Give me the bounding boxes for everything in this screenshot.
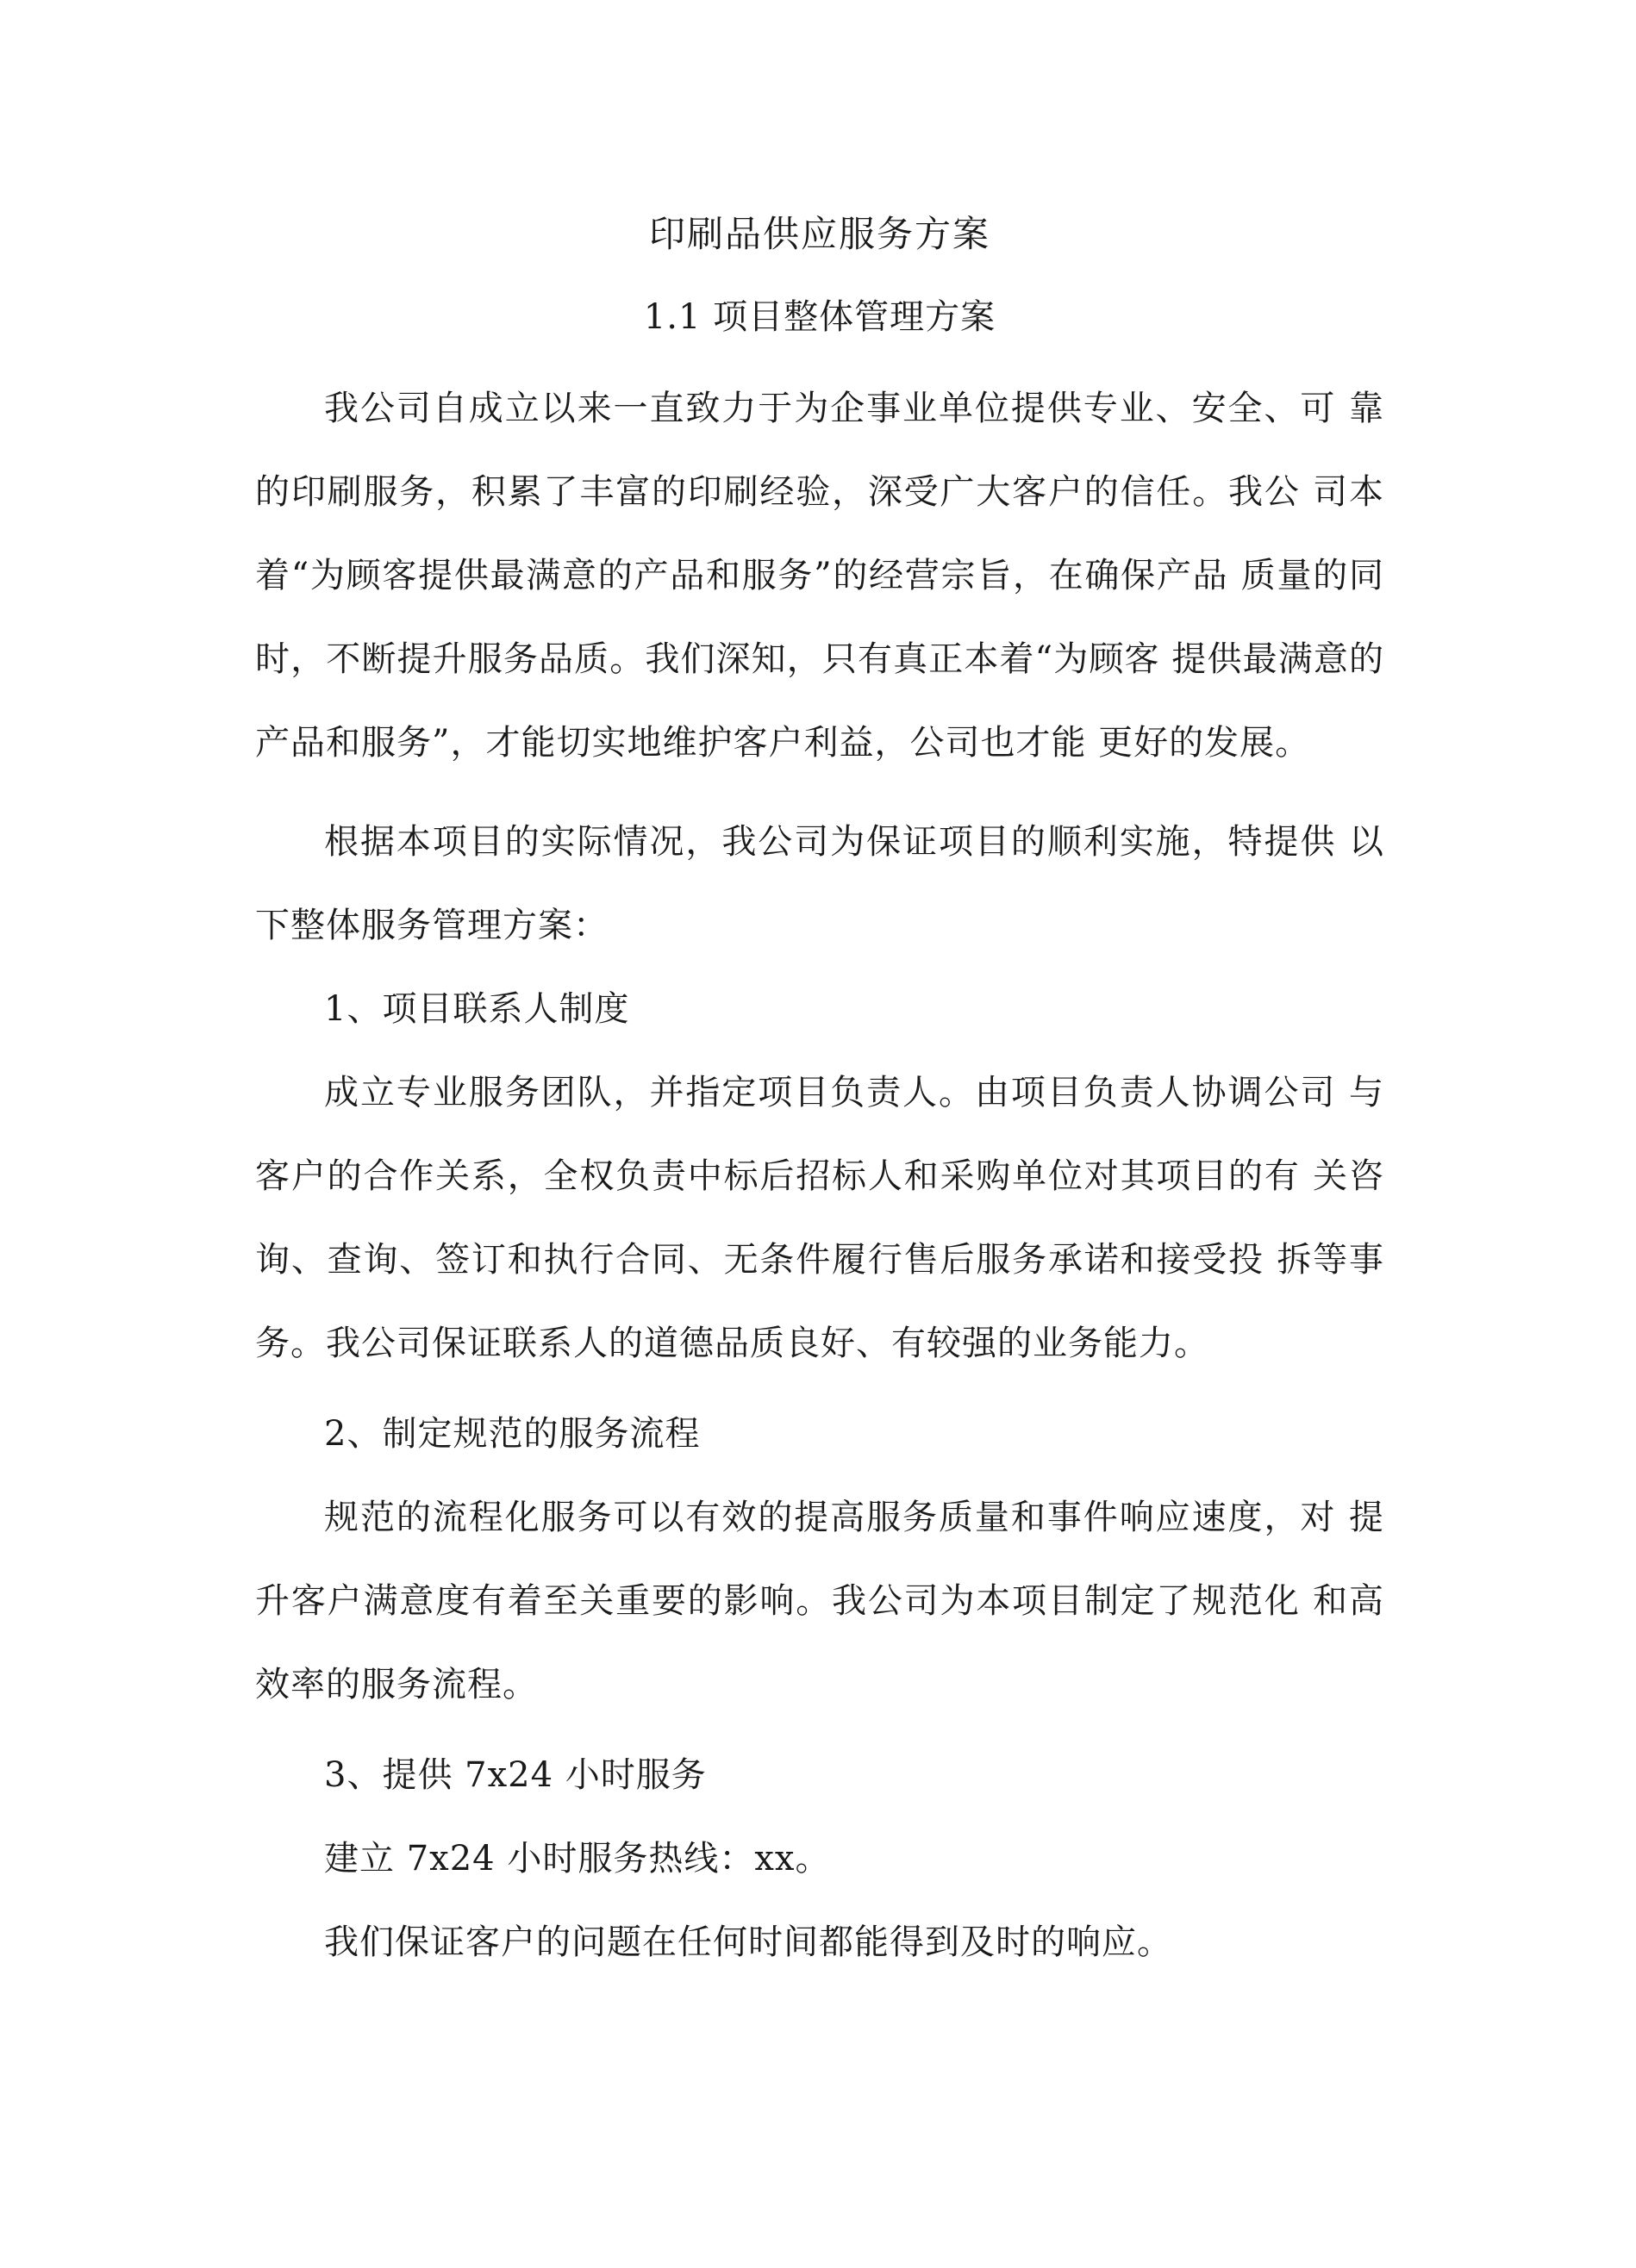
section-title: 1.1 项目整体管理方案 — [643, 297, 996, 337]
paragraph-intro: 我公司自成立以来一直致力于为企事业单位提供专业、安全、可 靠的印刷服务，积累了丰富的印刷经验，深受广大客户的信任。我公 司本着“为顾客提供最满意的产品和服务”的经营宗旨，在确保产品 质量的同时，不断提升服务品质。我们深知，只有真正本着“为顾客 提供最满意的产品和服务”，才能切实地维护客户利益，公司也才能 更好的发展。 — [255, 389, 1384, 763]
paragraph-response-guarantee: 我们保证客户的问题在任何时间都能得到及时的响应。 — [324, 1922, 1172, 1962]
paragraph-contact-system: 成立专业服务团队，并指定项目负责人。由项目负责人协调公司 与客户的合作关系，全权负责中标后招标人和采购单位对其项目的有 关咨询、查询、签订和执行合同、无条件履行售后服务承诺和接受投 拆等事务。我公司保证联系人的道德品质良好、有较强的业务能力。 — [255, 1073, 1384, 1363]
document-title: 印刷品供应服务方案 — [648, 213, 990, 255]
paragraph-hotline: 建立 7x24 小时服务热线：xx。 — [324, 1839, 831, 1879]
document-body — [255, 200, 1384, 1984]
paragraph-plan-lead: 根据本项目的实际情况，我公司为保证项目的顺利实施，特提供 以下整体服务管理方案： — [255, 822, 1384, 945]
heading-24h-service: 3、提供 7x24 小时服务 — [324, 1755, 707, 1795]
heading-service-process: 2、制定规范的服务流程 — [324, 1414, 701, 1454]
heading-contact-system: 1、项目联系人制度 — [324, 989, 630, 1029]
paragraph-service-process: 规范的流程化服务可以有效的提高服务质量和事件响应速度，对 提升客户满意度有着至关重要的影响。我公司为本项目制定了规范化 和高效率的服务流程。 — [255, 1498, 1384, 1704]
